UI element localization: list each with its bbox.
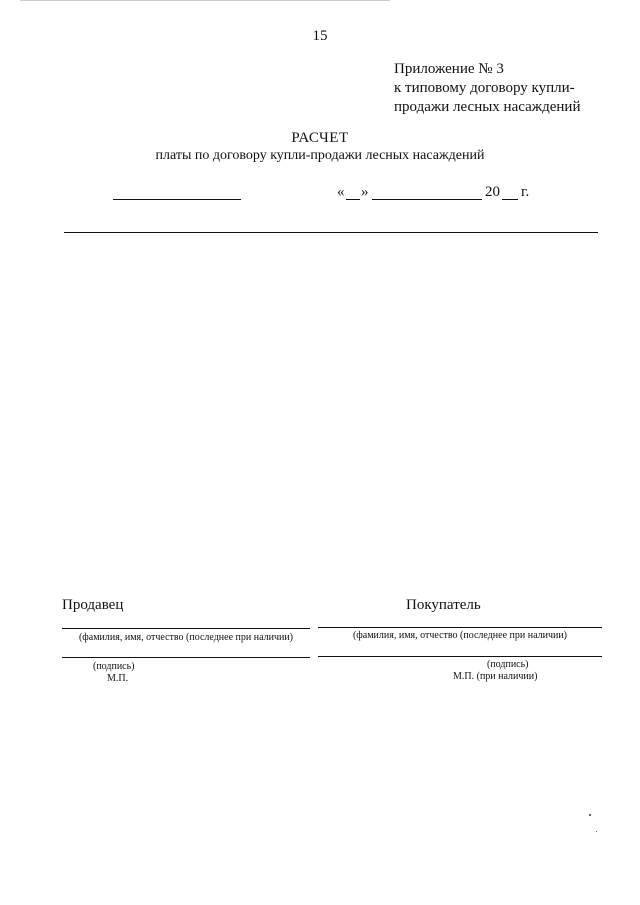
seller-name-caption: (фамилия, имя, отчество (последнее при наличии): [78, 632, 294, 643]
date-month-blank: [372, 199, 482, 200]
seller-signature-line: [62, 657, 310, 658]
seller-stamp-caption: М.П.: [107, 673, 129, 684]
buyer-name-line: [318, 627, 602, 628]
page-top-edge: [20, 0, 390, 1]
seller-name-line: [62, 628, 310, 629]
date-year-prefix: 20: [485, 184, 500, 200]
appendix-line-3: продажи лесных насаждений: [394, 99, 581, 115]
place-blank-line: [113, 199, 241, 200]
appendix-note: [394, 60, 580, 117]
header-divider: [64, 232, 598, 233]
date-year-blank: [502, 199, 518, 200]
buyer-name-caption: (фамилия, имя, отчество (последнее при наличии): [352, 630, 568, 641]
buyer-stamp-caption: М.П. (при наличии): [453, 671, 538, 682]
buyer-signature-caption: (подпись): [487, 659, 529, 670]
scan-speck: [596, 831, 597, 832]
date-open-quote: «: [337, 184, 345, 200]
buyer-label: Покупатель: [406, 597, 481, 613]
buyer-signature-line: [318, 656, 602, 657]
date-close-quote: »: [361, 184, 369, 200]
document-title: РАСЧЕТ: [291, 130, 349, 146]
appendix-line-1: Приложение № 3: [394, 61, 504, 77]
seller-label: Продавец: [62, 597, 124, 613]
date-year-suffix: г.: [521, 184, 530, 200]
page-number: 15: [312, 28, 328, 44]
seller-signature-caption: (подпись): [93, 661, 135, 672]
scan-speck: [589, 814, 591, 816]
document-subtitle: платы по договору купли-продажи лесных насаждений: [155, 148, 485, 163]
appendix-line-2: к типовому договору купли-: [394, 80, 575, 96]
date-day-blank: [346, 199, 360, 200]
